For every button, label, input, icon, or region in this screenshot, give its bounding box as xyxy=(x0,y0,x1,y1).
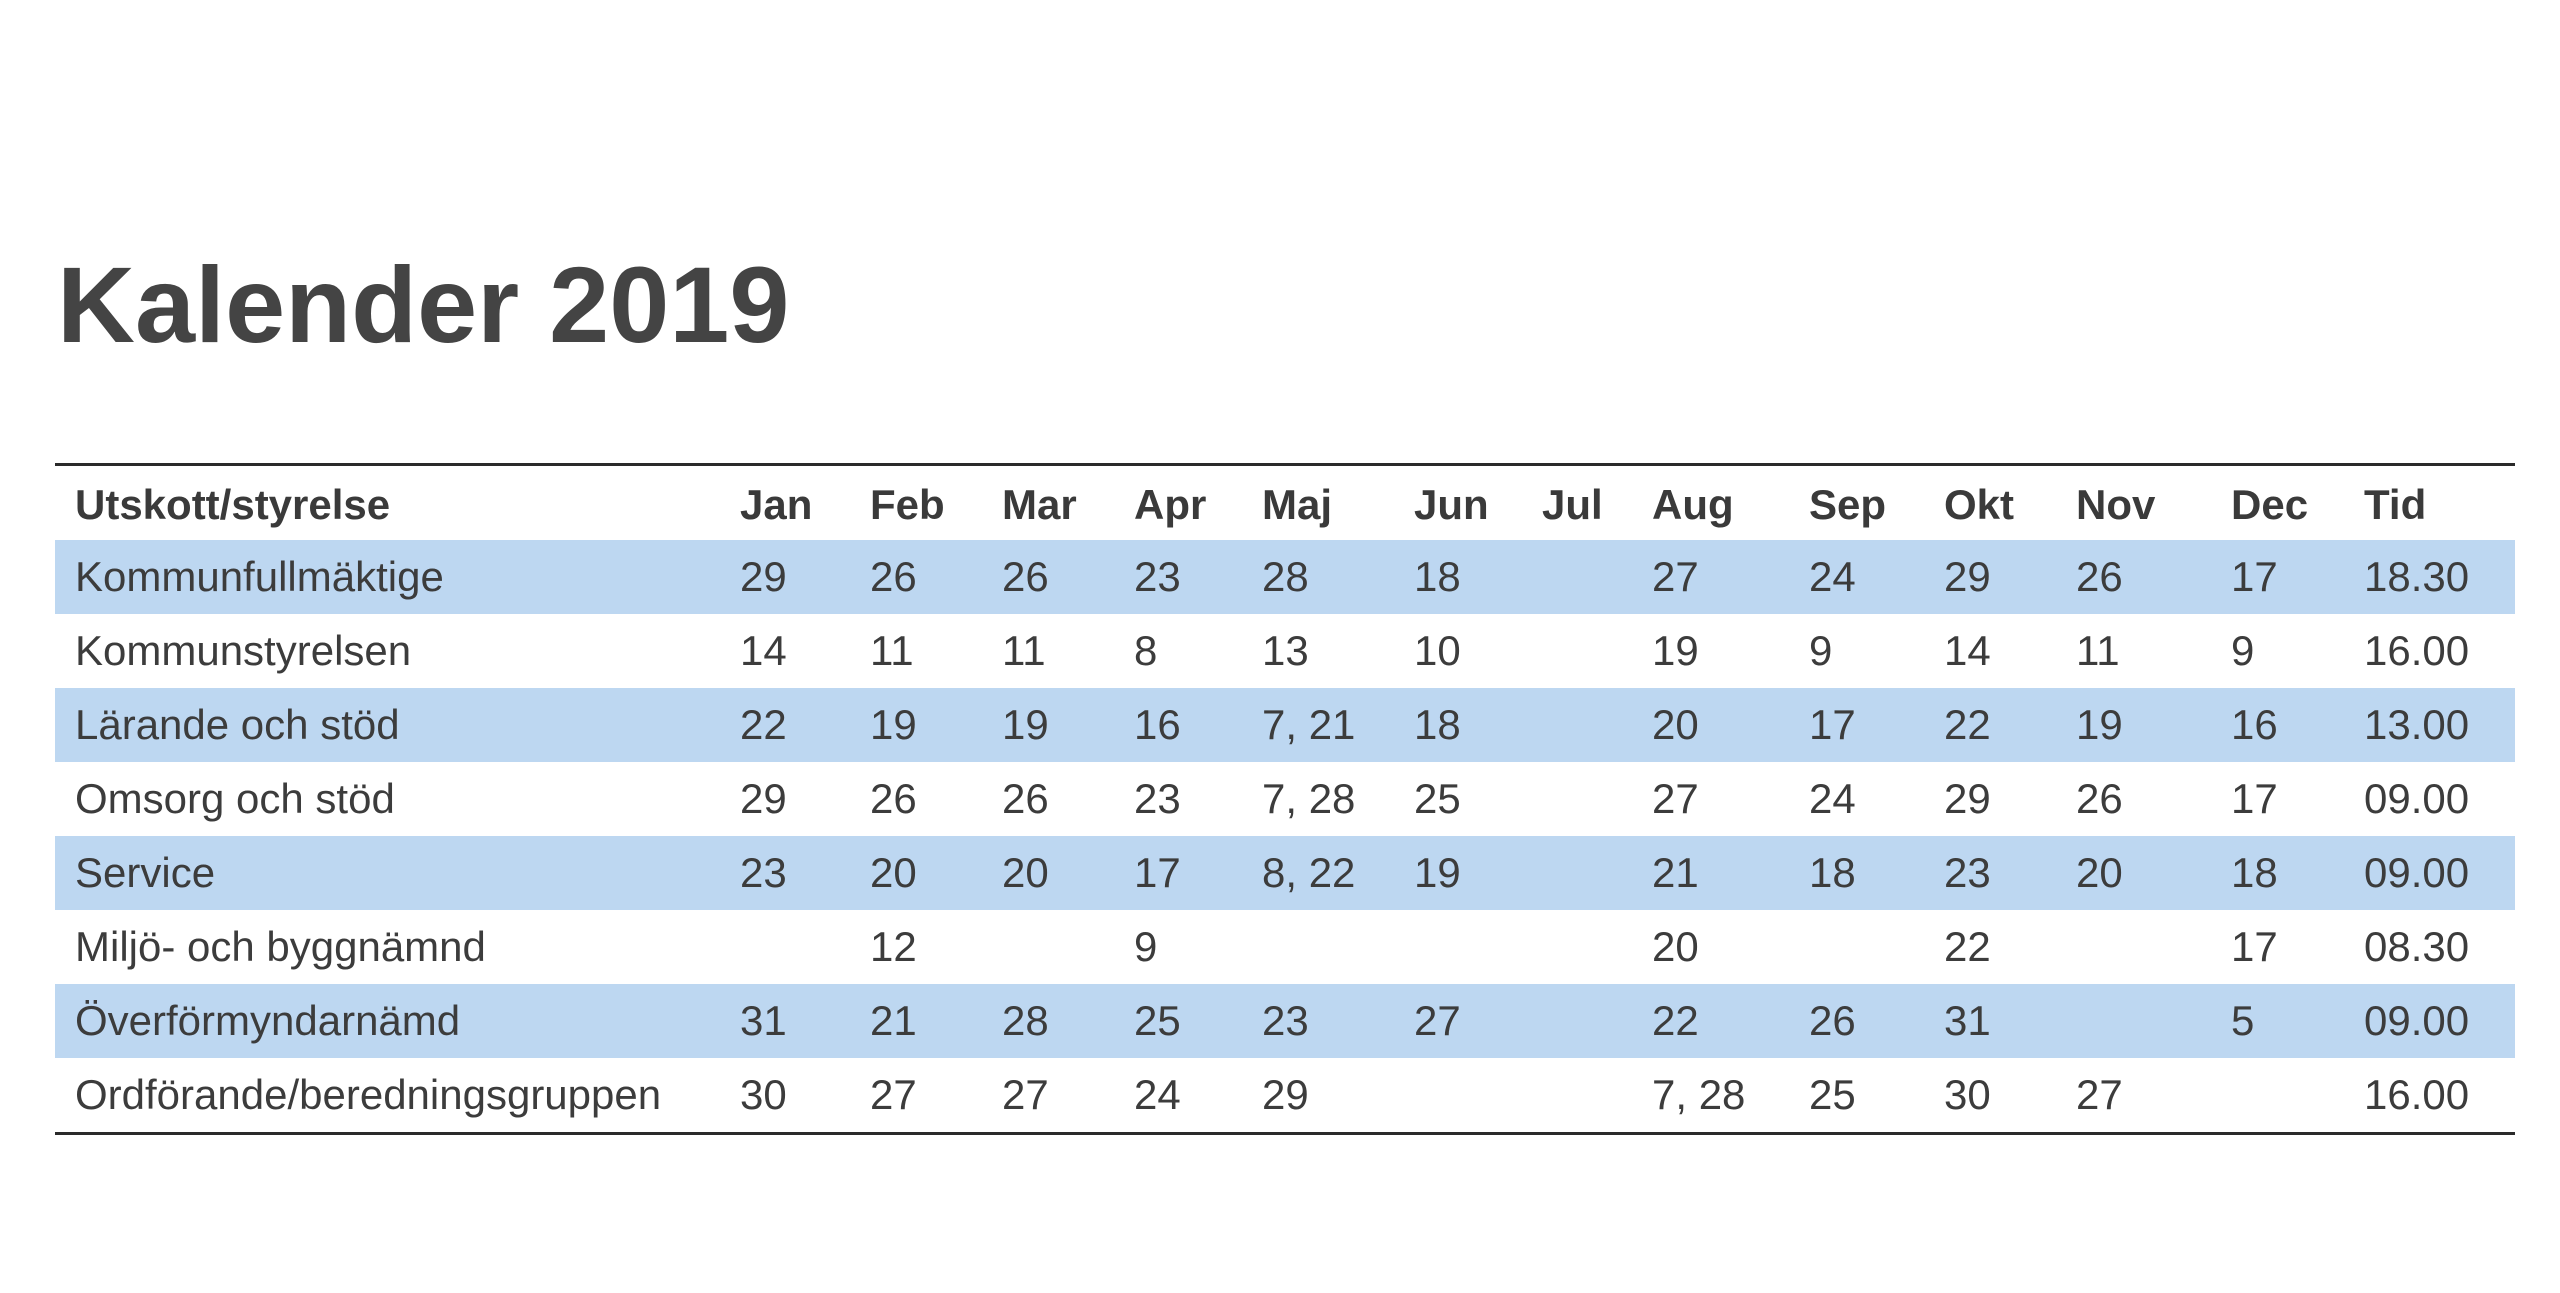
table-row xyxy=(55,836,2515,910)
cell-dec: 5 xyxy=(2231,984,2364,1058)
cell-jul xyxy=(1542,910,1652,984)
table-row xyxy=(55,614,2515,688)
cell-okt: 23 xyxy=(1944,836,2076,910)
cell-nov xyxy=(2076,910,2231,984)
cell-nov: 11 xyxy=(2076,627,2120,674)
cell-tid: 13.00 xyxy=(2364,688,2515,762)
header-tid: Tid xyxy=(2364,481,2427,528)
cell-apr: 17 xyxy=(1134,836,1262,910)
cell-mar: 26 xyxy=(1002,775,1049,822)
cell-mar: 28 xyxy=(1002,984,1134,1058)
cell-okt: 30 xyxy=(1944,1071,1991,1118)
cell-jul xyxy=(1542,1058,1652,1134)
cell-jul xyxy=(1542,614,1652,688)
cell-nov: 26 xyxy=(2076,540,2231,614)
cell-apr: 23 xyxy=(1134,540,1262,614)
header-committee: Utskott/styrelse xyxy=(75,481,391,528)
cell-okt: 22 xyxy=(1944,923,1991,970)
cell-sep xyxy=(1809,910,1944,984)
cell-committee: Kommunstyrelsen xyxy=(75,627,412,674)
cell-aug: 20 xyxy=(1652,923,1699,970)
cell-apr: 25 xyxy=(1134,984,1262,1058)
cell-tid: 09.00 xyxy=(2364,775,2470,822)
cell-apr: 8 xyxy=(1134,627,1158,674)
cell-tid: 09.00 xyxy=(2364,984,2515,1058)
header-nov: Nov xyxy=(2076,481,2156,528)
header-jun: Jun xyxy=(1414,481,1489,528)
cell-feb: 26 xyxy=(870,540,1002,614)
cell-nov xyxy=(2076,984,2231,1058)
cell-jan: 30 xyxy=(740,1071,787,1118)
cell-aug: 20 xyxy=(1652,688,1809,762)
cell-maj: 13 xyxy=(1262,627,1309,674)
cell-dec xyxy=(2231,1058,2364,1134)
cell-tid: 16.00 xyxy=(2364,627,2470,674)
cell-dec: 18 xyxy=(2231,836,2364,910)
cell-okt: 29 xyxy=(1944,775,1991,822)
table-row xyxy=(55,1058,2515,1134)
header-maj: Maj xyxy=(1262,481,1333,528)
cell-maj: 23 xyxy=(1262,984,1414,1058)
cell-maj xyxy=(1262,910,1414,984)
cell-dec: 17 xyxy=(2231,540,2364,614)
cell-jan: 22 xyxy=(740,688,870,762)
cell-sep: 24 xyxy=(1809,775,1856,822)
table-row xyxy=(55,984,2515,1058)
cell-apr: 23 xyxy=(1134,775,1181,822)
header-dec: Dec xyxy=(2231,481,2309,528)
header-jul: Jul xyxy=(1542,481,1603,528)
header-feb: Feb xyxy=(870,481,945,528)
cell-mar: 19 xyxy=(1002,688,1134,762)
cell-jan: 29 xyxy=(740,540,870,614)
header-okt: Okt xyxy=(1944,481,2015,528)
cell-jun xyxy=(1414,910,1542,984)
cell-nov: 26 xyxy=(2076,775,2123,822)
cell-aug: 21 xyxy=(1652,836,1809,910)
cell-aug: 7, 28 xyxy=(1652,1071,1746,1118)
cell-mar xyxy=(1002,910,1134,984)
header-aug: Aug xyxy=(1652,481,1734,528)
cell-sep: 24 xyxy=(1809,540,1944,614)
cell-jun: 19 xyxy=(1414,836,1542,910)
table-row xyxy=(55,540,2515,614)
cell-committee: Kommunfullmäktige xyxy=(55,540,740,614)
cell-maj: 8, 22 xyxy=(1262,836,1414,910)
table-header xyxy=(55,465,2515,541)
cell-nov: 27 xyxy=(2076,1071,2123,1118)
cell-mar: 27 xyxy=(1002,1071,1049,1118)
cell-maj: 7, 28 xyxy=(1262,775,1356,822)
cell-dec: 17 xyxy=(2231,923,2278,970)
cell-maj: 7, 21 xyxy=(1262,688,1414,762)
cell-jul xyxy=(1542,836,1652,910)
cell-jul xyxy=(1542,688,1652,762)
cell-tid: 09.00 xyxy=(2364,836,2515,910)
table-row xyxy=(55,910,2515,984)
cell-okt: 14 xyxy=(1944,627,1991,674)
cell-feb: 12 xyxy=(870,923,917,970)
cell-jun: 27 xyxy=(1414,984,1542,1058)
cell-mar: 11 xyxy=(1002,627,1046,674)
cell-apr: 24 xyxy=(1134,1071,1181,1118)
cell-jun: 10 xyxy=(1414,627,1461,674)
cell-feb: 20 xyxy=(870,836,1002,910)
cell-tid: 08.30 xyxy=(2364,923,2470,970)
cell-jun xyxy=(1414,1058,1542,1134)
cell-nov: 19 xyxy=(2076,688,2231,762)
cell-feb: 19 xyxy=(870,688,1002,762)
cell-committee: Lärande och stöd xyxy=(55,688,740,762)
cell-tid: 16.00 xyxy=(2364,1071,2470,1118)
cell-aug: 19 xyxy=(1652,627,1699,674)
cell-feb: 27 xyxy=(870,1071,917,1118)
cell-sep: 18 xyxy=(1809,836,1944,910)
cell-nov: 20 xyxy=(2076,836,2231,910)
table-row xyxy=(55,762,2515,836)
cell-feb: 26 xyxy=(870,775,917,822)
cell-maj: 29 xyxy=(1262,1071,1309,1118)
cell-dec: 9 xyxy=(2231,627,2255,674)
cell-aug: 27 xyxy=(1652,775,1699,822)
cell-okt: 22 xyxy=(1944,688,2076,762)
cell-dec: 17 xyxy=(2231,775,2278,822)
cell-jan: 29 xyxy=(740,775,787,822)
cell-jul xyxy=(1542,540,1652,614)
table-row xyxy=(55,688,2515,762)
cell-committee: Service xyxy=(55,836,740,910)
header-jan: Jan xyxy=(740,481,813,528)
cell-aug: 22 xyxy=(1652,984,1809,1058)
cell-dec: 16 xyxy=(2231,688,2364,762)
cell-okt: 29 xyxy=(1944,540,2076,614)
cell-jun: 18 xyxy=(1414,540,1542,614)
cell-jul xyxy=(1542,984,1652,1058)
cell-committee: Miljö- och byggnämnd xyxy=(75,923,486,970)
cell-okt: 31 xyxy=(1944,984,2076,1058)
cell-jan: 23 xyxy=(740,836,870,910)
cell-apr: 16 xyxy=(1134,688,1262,762)
cell-maj: 28 xyxy=(1262,540,1414,614)
calendar-table xyxy=(55,463,2515,1135)
cell-jun: 18 xyxy=(1414,688,1542,762)
cell-feb: 21 xyxy=(870,984,1002,1058)
cell-sep: 25 xyxy=(1809,1071,1856,1118)
cell-mar: 20 xyxy=(1002,836,1134,910)
page-title: Kalender 2019 xyxy=(57,244,790,365)
cell-tid: 18.30 xyxy=(2364,540,2515,614)
header-sep: Sep xyxy=(1809,481,1887,528)
cell-committee: Överförmyndarnämd xyxy=(55,984,740,1058)
header-apr: Apr xyxy=(1134,481,1207,528)
cell-mar: 26 xyxy=(1002,540,1134,614)
cell-aug: 27 xyxy=(1652,540,1809,614)
cell-jul xyxy=(1542,762,1652,836)
cell-feb: 11 xyxy=(870,627,914,674)
cell-jan: 14 xyxy=(740,627,787,674)
cell-sep: 9 xyxy=(1809,627,1833,674)
cell-jan xyxy=(740,910,870,984)
cell-jan: 31 xyxy=(740,984,870,1058)
cell-jun: 25 xyxy=(1414,775,1461,822)
cell-apr: 9 xyxy=(1134,923,1158,970)
cell-sep: 26 xyxy=(1809,984,1944,1058)
cell-committee: Omsorg och stöd xyxy=(75,775,395,822)
cell-committee: Ordförande/beredningsgruppen xyxy=(75,1071,662,1118)
cell-sep: 17 xyxy=(1809,688,1944,762)
header-row xyxy=(55,465,2515,541)
header-mar: Mar xyxy=(1002,481,1077,528)
table-body xyxy=(55,540,2515,1134)
